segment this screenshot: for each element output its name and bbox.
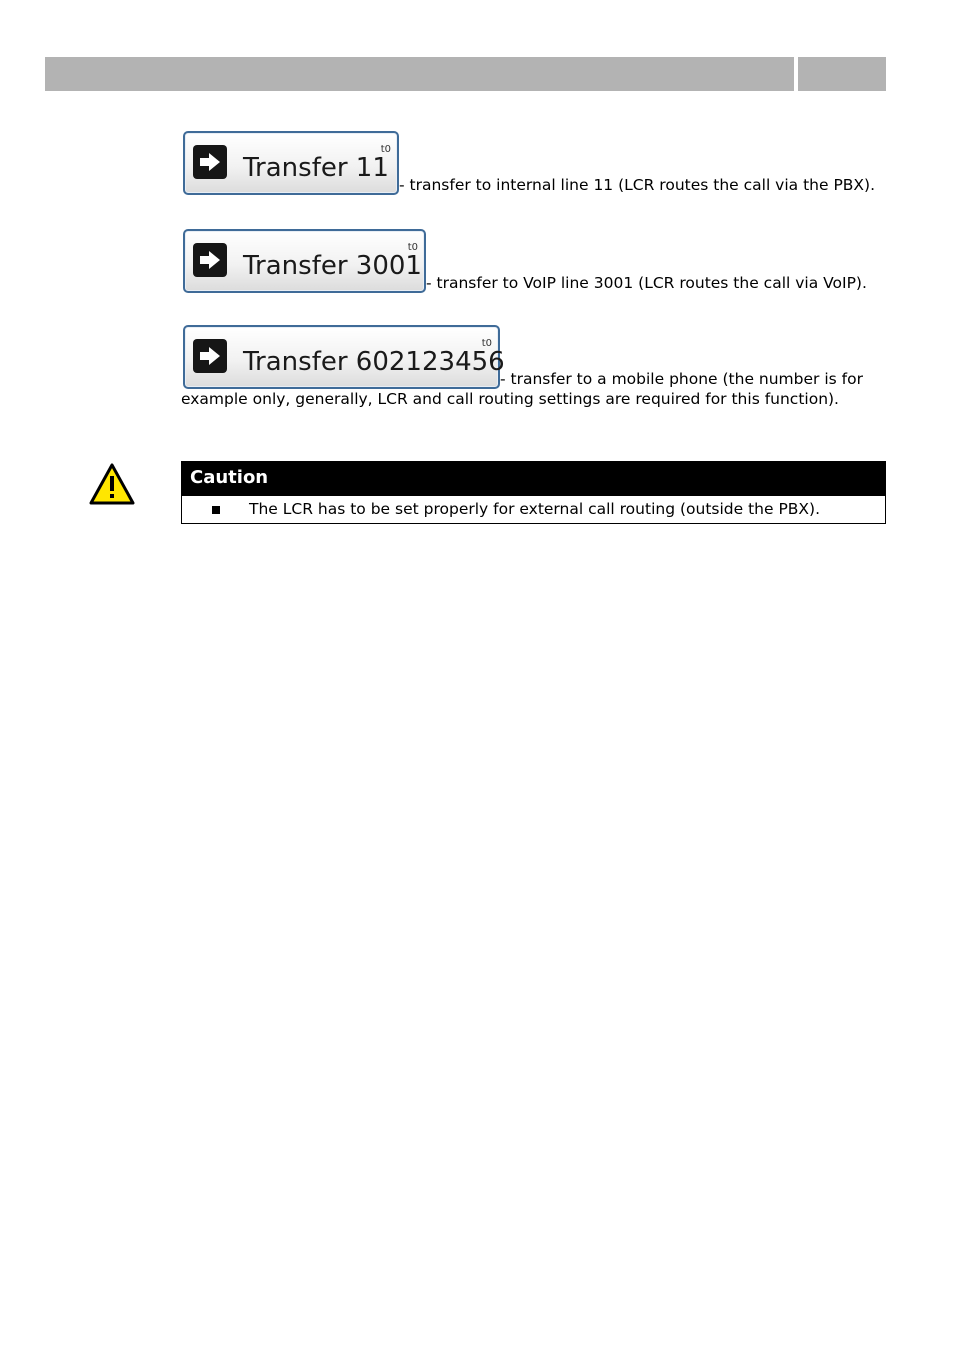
entry-description: - transfer to a mobile phone (the number is for example only, generally, LCR and call routing settings are required for this function). — [181, 370, 863, 408]
arrow-right-icon — [193, 243, 227, 277]
transfer-mobile-button[interactable] — [183, 325, 505, 389]
arrow-right-icon — [193, 339, 227, 373]
button-label: Transfer 602123456 — [243, 347, 505, 377]
warning-triangle-icon — [89, 463, 135, 505]
transfer-3001-button[interactable] — [183, 229, 426, 293]
button-label: Transfer 3001 — [243, 251, 422, 281]
transfer-11-button[interactable] — [183, 131, 399, 195]
entry-description: - transfer to internal line 11 (LCR routes the call via the PBX). — [399, 176, 876, 194]
caution-item-text: The LCR has to be set properly for external call routing (outside the PBX). — [249, 500, 821, 518]
button-label: Transfer 11 — [243, 153, 389, 183]
caution-box — [181, 461, 886, 524]
caution-item — [182, 496, 885, 523]
button-tag: t0 — [407, 242, 418, 253]
button-tag: t0 — [380, 144, 391, 155]
header-page-box — [798, 57, 886, 91]
arrow-right-icon — [193, 145, 227, 179]
header-bar — [45, 57, 794, 91]
button-tag: t0 — [481, 338, 492, 349]
bullet-square-icon — [212, 506, 220, 514]
caution-title: Caution — [182, 462, 885, 496]
transfer-entry-2 — [181, 229, 886, 293]
transfer-entry-1 — [181, 131, 886, 195]
transfer-entry-3 — [181, 325, 886, 409]
entry-description: - transfer to VoIP line 3001 (LCR routes the call via VoIP). — [426, 274, 867, 292]
